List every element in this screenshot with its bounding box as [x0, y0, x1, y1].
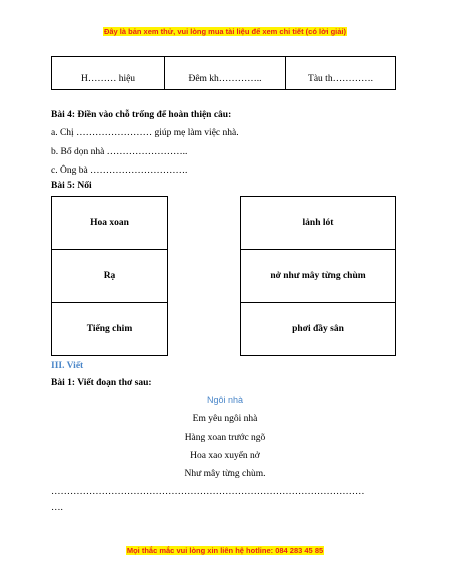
- header-banner: [0, 27, 450, 36]
- word-cell: Tàu th………….: [286, 57, 396, 90]
- header-banner-text: Đây là bản xem thử, vui lòng mua tài liệu để xem chi tiết (có lời giải): [103, 27, 347, 36]
- word-cell: H……… hiệu: [52, 57, 165, 90]
- match-right-item: nở như mây từng chùm: [241, 250, 396, 303]
- poem-title: Ngôi nhà: [206, 395, 244, 405]
- dots-line-1: ………………………………………………………………………………………: [51, 487, 365, 497]
- bai4-item-a: a. Chị …………………… giúp mẹ làm việc nhà.: [51, 128, 239, 138]
- poem-line: Em yêu ngôi nhà: [192, 414, 258, 424]
- poem-line: Như mây từng chùm.: [184, 469, 266, 479]
- match-right-column: [240, 196, 396, 356]
- dots-line-2: ….: [51, 503, 63, 513]
- bai5-title: Bài 5: Nối: [51, 181, 92, 191]
- section3-title: III. Viết: [51, 361, 84, 371]
- match-left-item: Rạ: [52, 250, 168, 303]
- match-right-item: lảnh lót: [241, 197, 396, 250]
- bai4-item-c: c. Ông bà ………………………….: [51, 166, 188, 176]
- match-left-item: Tiếng chim: [52, 303, 168, 356]
- match-left-item: Hoa xoan: [52, 197, 168, 250]
- poem-line: Hàng xoan trước ngõ: [184, 433, 266, 443]
- poem-line: Hoa xao xuyến nở: [190, 451, 260, 461]
- footer-banner: [0, 546, 450, 555]
- match-right-item: phơi đầy sân: [241, 303, 396, 356]
- bai4-title: Bài 4: Điền vào chỗ trống để hoàn thiện câu:: [51, 110, 232, 120]
- bai1-title: Bài 1: Viết đoạn thơ sau:: [51, 378, 152, 388]
- match-left-column: [51, 196, 168, 356]
- bai4-item-b: b. Bố dọn nhà ……………………..: [51, 147, 188, 157]
- word-cell: Đêm kh…………..: [165, 57, 286, 90]
- footer-banner-text: Mọi thắc mắc vui lòng xin liên hệ hotline: 084 283 45 85: [126, 546, 324, 555]
- word-table: [51, 56, 396, 90]
